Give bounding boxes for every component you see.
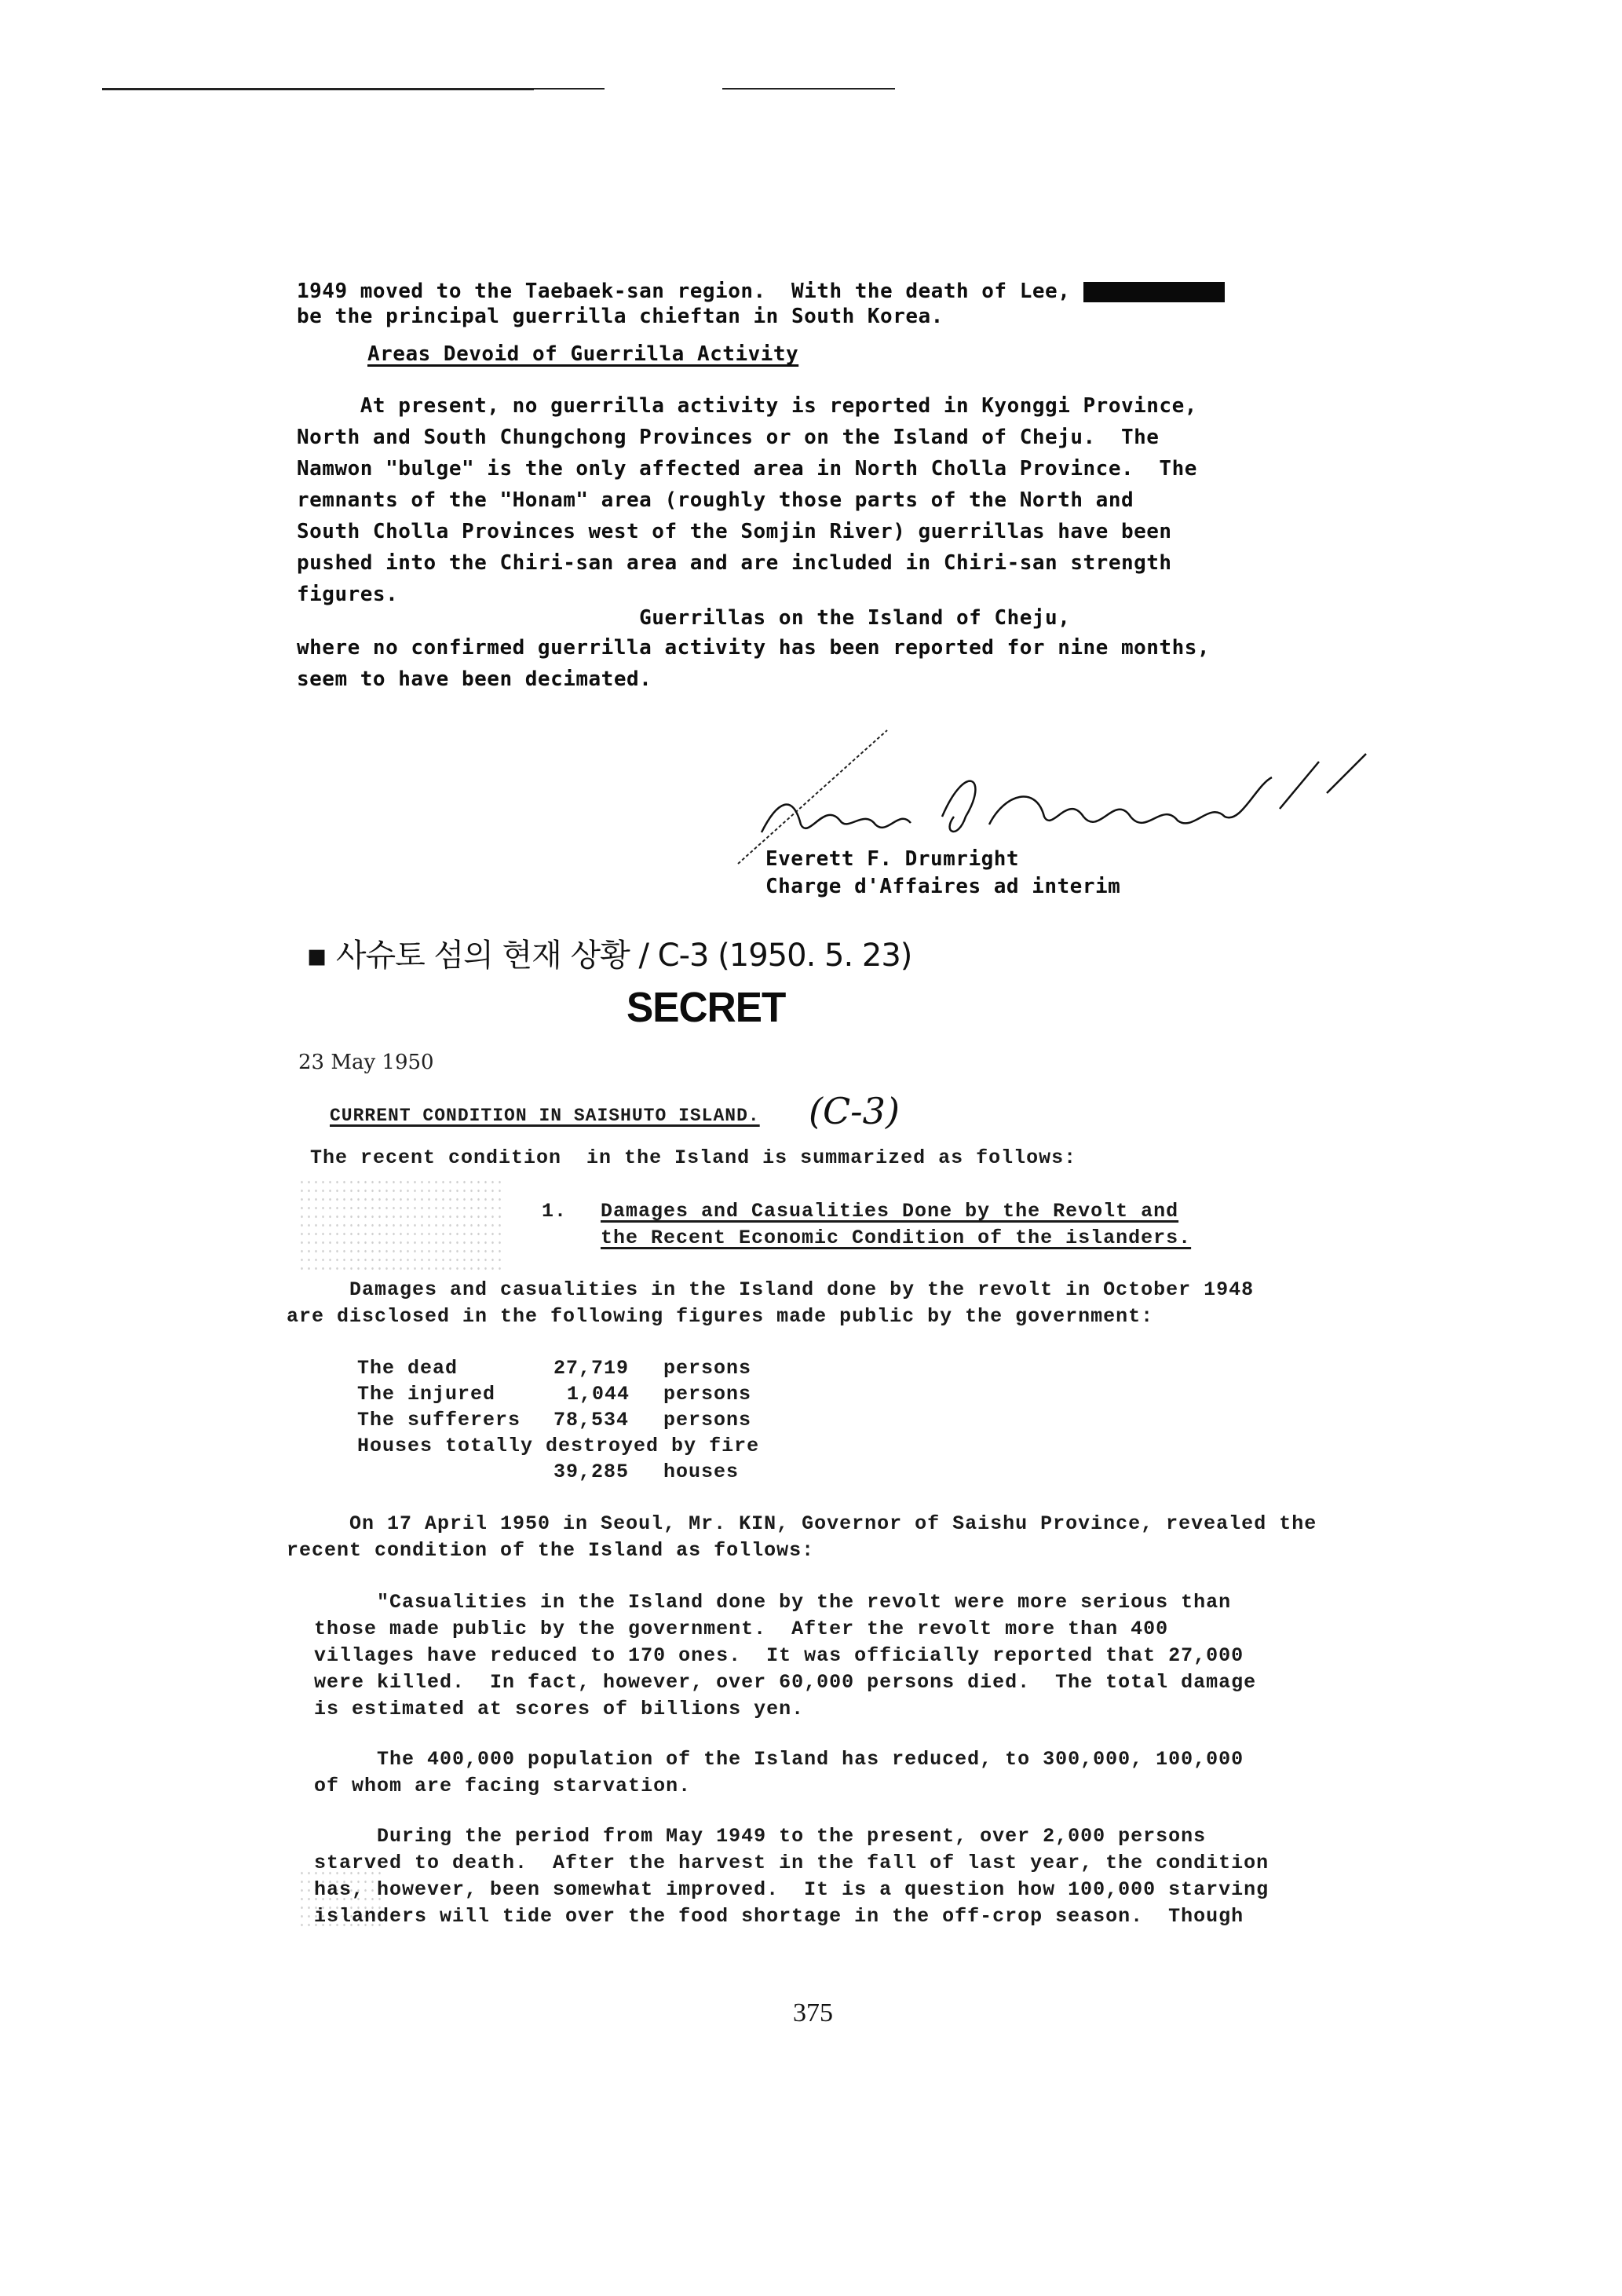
- page-number: 375: [793, 1998, 833, 2027]
- text-line: "Casualities in the Island done by the revolt were more serious than: [314, 1591, 1232, 1614]
- text-line: On 17 April 1950 in Seoul, Mr. KIN, Governor of Saishu Province, revealed the: [287, 1512, 1317, 1535]
- document-date: 23 May 1950: [298, 1051, 434, 1074]
- figure-unit: persons: [663, 1383, 752, 1406]
- figure-label: The sufferers: [357, 1409, 521, 1431]
- text-line: recent condition of the Island as follows:: [287, 1539, 815, 1562]
- text-line: has, however, been somewhat improved. It is a question how 100,000 starving: [314, 1878, 1269, 1901]
- text-line: During the period from May 1949 to the present, over 2,000 persons: [314, 1825, 1207, 1848]
- text-line: villages have reduced to 170 ones. It was officially reported that 27,000: [314, 1644, 1244, 1667]
- text-line: At present, no guerrilla activity is reported in Kyonggi Province,: [297, 394, 1197, 418]
- signatory-name: Everett F. Drumright: [765, 847, 1020, 871]
- scan-edge-line: [534, 88, 605, 90]
- signatory-title: Charge d'Affaires ad interim: [765, 875, 1121, 898]
- text-line: Guerrillas on the Island of Cheju,: [297, 606, 1071, 630]
- text-line: South Cholla Provinces west of the Somjin River) guerrillas have been: [297, 520, 1172, 543]
- text-line: remnants of the "Honam" area (roughly those parts of the North and: [297, 488, 1134, 512]
- text-line: Damages and casualities in the Island done by the revolt in October 1948: [287, 1278, 1255, 1301]
- text-line: where no confirmed guerrilla activity has been reported for nine months,: [297, 636, 1211, 660]
- text-line: The 400,000 population of the Island has reduced, to 300,000, 100,000: [314, 1748, 1244, 1771]
- section-heading: Areas Devoid of Guerrilla Activity: [367, 342, 799, 366]
- handwritten-reference: (C-3): [809, 1090, 900, 1132]
- figure-value: 78,534: [553, 1409, 630, 1431]
- text-line: North and South Chungchong Provinces or on the Island of Cheju. The: [297, 426, 1160, 449]
- figure-value: 39,285: [553, 1461, 630, 1483]
- text-line: Namwon "bulge" is the only affected area in North Cholla Province. The: [297, 457, 1197, 481]
- letter-line: be the principal guerrilla chieftan in South Korea.: [297, 305, 944, 328]
- classification-stamp: SECRET: [627, 984, 786, 1031]
- text-line: figures.: [297, 583, 399, 606]
- item-heading-line: Damages and Casualities Done by the Revolt and: [601, 1200, 1179, 1223]
- text-line: pushed into the Chiri-san area and are included in Chiri-san strength: [297, 551, 1172, 575]
- text-line: were killed. In fact, however, over 60,000 persons died. The total damage: [314, 1671, 1257, 1694]
- letter-line: 1949 moved to the Taebaek-san region. With the death of Lee,: [297, 276, 1225, 306]
- figure-label: The dead: [357, 1357, 458, 1380]
- intro-line: The recent condition in the Island is summarized as follows:: [310, 1146, 1077, 1169]
- scan-edge-line: [102, 88, 534, 90]
- figure-value: 27,719: [553, 1357, 630, 1380]
- scan-edge-line: [722, 88, 895, 90]
- text-line: starved to death. After the harvest in the fall of last year, the condition: [314, 1852, 1269, 1874]
- document-title: CURRENT CONDITION IN SAISHUTO ISLAND.: [330, 1106, 760, 1126]
- text-line: of whom are facing starvation.: [314, 1775, 692, 1797]
- figure-label: The injured: [357, 1383, 496, 1406]
- korean-caption: ▪ 사슈토 섬의 현재 상황 / C-3 (1950. 5. 23): [306, 938, 912, 974]
- figure-value: 1,044: [567, 1383, 630, 1406]
- item-number: 1.: [542, 1200, 568, 1223]
- figure-unit: houses: [663, 1461, 740, 1483]
- figure-unit: persons: [663, 1357, 752, 1380]
- item-heading-line: the Recent Economic Condition of the islanders.: [601, 1227, 1192, 1249]
- redacted-text: [1083, 282, 1225, 302]
- text-line: seem to have been decimated.: [297, 667, 652, 691]
- scan-noise: [298, 1178, 502, 1272]
- text-line: those made public by the government. After the revolt more than 400: [314, 1618, 1169, 1640]
- text-line: is estimated at scores of billions yen.: [314, 1698, 805, 1720]
- figure-unit: persons: [663, 1409, 752, 1431]
- text-line: islanders will tide over the food shortage in the off-crop season. Though: [314, 1905, 1244, 1928]
- figure-label: Houses totally destroyed by fire: [357, 1435, 760, 1457]
- text-line: are disclosed in the following figures made public by the government:: [287, 1305, 1154, 1328]
